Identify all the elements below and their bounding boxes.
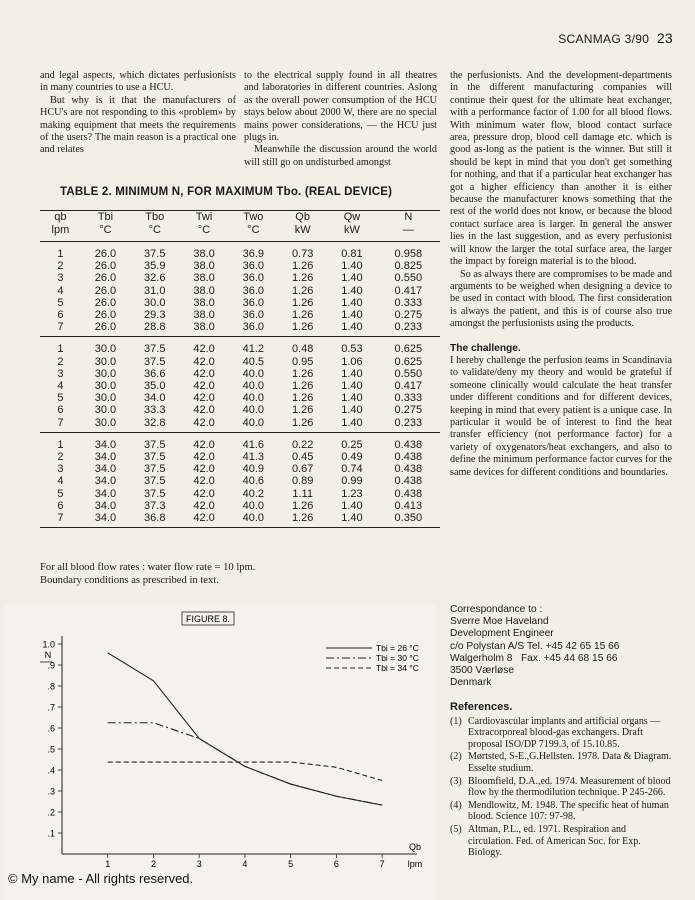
x-tick-label: 1 <box>105 859 111 869</box>
table-cell: 1.40 <box>341 260 363 273</box>
reference-text: Bloomfield, D.A.,ed. 1974. Measurement of blood flow by the thermodilution technique. P 245-266. <box>468 775 671 799</box>
col1-paragraph-1: and legal aspects, which dictates perfusionists in many countries to use a HCU. <box>40 70 236 94</box>
table-cell: 40.9 <box>242 463 265 476</box>
correspondence-line: 3500 Værløse <box>450 665 514 677</box>
table-cell: 42.0 <box>193 475 215 488</box>
column-3 <box>450 70 672 479</box>
table-cell: 1.40 <box>341 392 363 405</box>
table-cell: 1.06 <box>341 355 363 368</box>
col-header-7: N <box>404 211 413 223</box>
table-cell: 1.40 <box>341 380 363 393</box>
table-row <box>40 368 440 380</box>
table-cell: 34.0 <box>94 463 117 476</box>
x-tick-label: 6 <box>333 859 339 869</box>
table-cell: 0.89 <box>291 475 314 488</box>
table-cell: 38.0 <box>193 321 215 334</box>
table-cell: 34.0 <box>144 392 166 405</box>
table-cell: 0.67 <box>291 463 314 476</box>
legend-label-1: Tbi = 26 °C <box>376 643 419 653</box>
table-cell: 0.550 <box>394 272 423 285</box>
challenge-heading: The challenge. <box>450 342 521 354</box>
reference-item <box>450 824 672 859</box>
table-cell: 29.3 <box>144 309 166 322</box>
table-title: TABLE 2. MINIMUM N, FOR MAXIMUM Tbo. (REAL DEVICE) <box>60 186 393 198</box>
column-2 <box>244 70 437 169</box>
table-cell: 1 <box>40 337 81 356</box>
table-cell: 38.0 <box>193 284 215 297</box>
table-cell: 36.0 <box>242 309 265 322</box>
reference-item <box>450 776 672 799</box>
table-cell: 0.350 <box>377 512 440 528</box>
table-cell: 0.233 <box>394 321 423 334</box>
table-row <box>40 337 440 356</box>
table-cell: 32.6 <box>144 272 166 285</box>
table-cell: 1.40 <box>341 321 363 334</box>
table-cell: 42.0 <box>193 487 215 500</box>
col2-paragraph-1: to the electrical supply found in all theatres and laboratories in different countries. Aslong as the overall power consumption of the HCU stays below about 2000 W, there are no special mains power considerations, — the HCU just plugs in. <box>244 70 437 144</box>
table-cell: 26.0 <box>94 260 117 273</box>
table-cell: 1 <box>40 432 81 451</box>
table-note <box>40 561 255 587</box>
table-cell: 1.40 <box>341 272 363 285</box>
table-cell: 1.26 <box>291 321 314 334</box>
y-tick-label: .9 <box>47 660 55 671</box>
table-cell: 1.26 <box>291 260 314 273</box>
reference-number: (4) <box>450 799 462 811</box>
journal-name: SCANMAG 3/90 <box>558 32 650 46</box>
table-cell: 30.0 <box>94 404 117 417</box>
y-tick-label: .8 <box>47 681 55 692</box>
table-cell: 38.0 <box>193 260 215 273</box>
table-cell: 42.0 <box>193 451 215 464</box>
table-cell: 42.0 <box>193 463 215 476</box>
table-cell: 6 <box>57 499 64 512</box>
table-cell: 0.48 <box>278 337 327 356</box>
table-cell: 41.6 <box>229 432 278 451</box>
reference-text: Altman, P.L., ed. 1971. Respiration and circulation. Fed. of American Soc. for Exp. Biology. <box>468 823 641 859</box>
x-axis-label: Qb <box>408 842 422 852</box>
col3-paragraph-1: the perfusionists. And the development-departments in the different manufacturing companies will continue their quest for the ultimate heat exchanger, with a performance factor of 1.00 for all blood flows. With minimum water flow, blood contact surface area, pressure drop, blood cell damage etc. which is good as-long as the patient is the winner. But still it should be kept in mind that you don't get something for nothing, and that if a particular heat exchanger has got a higher efficiency than another it is either because the manufacturer knows something that the rest of the world does not know, or because the blood contact surface area is larger. In general the answer lies in the last suggestion, and as every perfusionist will know the larger the total surface area, the larger the impact by foreign material is to the blood. <box>450 70 672 268</box>
col3-paragraph-2: So as always there are compromises to be made and arguments to be weighed when designing a device to be used in contact with blood. The first consideration is always the patient, and this is of course also true amongst the perfusionists using the products. <box>450 268 672 330</box>
table-row <box>40 392 440 404</box>
figure-8-chart <box>0 604 440 900</box>
reference-text: Cardiovascular implants and artificial organs — Extracorporeal blood-gas exchangers. Draft proposal ISO/DP 7199.3, of 15.10.85. <box>468 715 661 750</box>
reference-number: (1) <box>450 715 462 727</box>
y-tick-label: .7 <box>47 702 55 713</box>
table-cell: 42.0 <box>179 512 228 528</box>
table-row <box>40 242 440 261</box>
table-cell: 42.0 <box>193 499 215 512</box>
table-cell: 30.0 <box>94 380 117 393</box>
table-row <box>40 260 440 272</box>
challenge-text: I hereby challenge the perfusion teams in Scandinavia to validate/deny my theory and would be grateful if someone clinically would calculate the heat transfer under different conditions and for different devices, keeping in mind that every patient is a unique case. In particular it would be of interest to find the heat transfer efficiency (not performance factor) for a variety of oxygenators/heat exchangers, and also to define the minimum performance factor curves for the same devices for different conditions and boundaries. <box>450 354 672 478</box>
table-cell: 40.0 <box>229 512 278 528</box>
table-cell: 38.0 <box>193 272 215 285</box>
table-row <box>40 432 440 451</box>
table-cell: 0.413 <box>394 499 423 512</box>
table-row <box>40 512 440 528</box>
table-cell: 1.26 <box>291 367 314 380</box>
table-cell: 0.95 <box>291 355 314 368</box>
table-cell: 38.0 <box>193 248 215 260</box>
table-cell: 31.0 <box>144 284 166 297</box>
table-row <box>40 463 440 475</box>
table-cell: 0.417 <box>394 380 423 393</box>
table-cell: 30.0 <box>94 416 117 429</box>
table-group-2 <box>40 337 440 432</box>
table-cell: 1.26 <box>291 296 314 309</box>
table-cell: 0.45 <box>291 451 314 464</box>
table-cell: 37.5 <box>130 337 179 356</box>
y-tick-label: 1.0 <box>42 639 55 650</box>
col-header-3: Twi <box>195 211 213 223</box>
table-cell: 26.0 <box>94 284 117 297</box>
table-cell: 38.0 <box>193 309 215 322</box>
table-cell: 1.23 <box>341 487 363 500</box>
table-group-1 <box>40 242 440 337</box>
table-cell: 1.26 <box>291 380 314 393</box>
reference-text: Mørtsted, S-E.,G.Hellsten. 1978. Data & Diagram. Esselte studium. <box>468 751 672 774</box>
table-cell: 42.0 <box>193 392 215 405</box>
references-list <box>450 716 672 859</box>
correspondence-line: Walgerholm 8 Fax. +45 44 68 15 66 <box>450 652 618 664</box>
y-tick-label: .2 <box>47 807 55 818</box>
table-cell: 34.0 <box>94 499 117 512</box>
table-cell: 1.40 <box>341 284 363 297</box>
table-cell: 42.0 <box>193 355 215 368</box>
table-units-row <box>40 224 440 242</box>
table-cell: 2 <box>57 451 64 464</box>
references <box>450 702 672 860</box>
col-header-5: Qb <box>295 211 310 223</box>
table-cell: 37.5 <box>144 355 166 368</box>
table-cell: 26.0 <box>94 296 117 309</box>
table-cell: 1.11 <box>292 487 313 500</box>
table-cell: 26.0 <box>94 321 117 334</box>
col1-paragraph-2: But why is it that the manufacturers of HCU's are not responding to this «problem» by making equipment that meets the requirements of the users? The main reason is a practical one and relates <box>40 94 236 156</box>
table-cell: 1.26 <box>291 284 314 297</box>
table-cell: 1.40 <box>341 499 363 512</box>
table-cell: 37.3 <box>144 499 166 512</box>
table-cell: 0.625 <box>377 337 440 356</box>
col-unit-6: kW <box>327 224 376 242</box>
table-cell: 1.40 <box>341 296 363 309</box>
table-cell: 1.26 <box>291 416 314 429</box>
col-header-6: Qw <box>343 211 361 223</box>
correspondence-heading: Correspondance to : <box>450 604 543 615</box>
table-row <box>40 297 440 309</box>
correspondence-line: Denmark <box>450 677 492 689</box>
table-cell: 1.40 <box>327 512 376 528</box>
col-unit-3: °C <box>179 224 228 242</box>
table-cell: 30.0 <box>81 337 130 356</box>
col-unit-7: — <box>377 224 440 242</box>
challenge-block <box>450 343 672 479</box>
table-cell: 1.26 <box>291 272 314 285</box>
x-tick-label: 7 <box>379 859 385 869</box>
table-cell: 42.0 <box>179 432 228 451</box>
table-row <box>40 380 440 392</box>
table-cell: 0.74 <box>341 463 363 476</box>
correspondence-line: Sverre Moe Haveland <box>450 616 549 628</box>
table-row <box>40 488 440 500</box>
col-unit-5: kW <box>278 224 327 242</box>
legend-label-2: Tbi = 30 °C <box>376 653 419 663</box>
table-row <box>40 356 440 368</box>
table-row <box>40 404 440 416</box>
table-row <box>40 309 440 321</box>
table-cell: 34.0 <box>94 475 117 488</box>
table-note-line-2: Boundary conditions as prescribed in text. <box>40 575 219 586</box>
col-header-2: Tbo <box>145 211 165 223</box>
table-cell: 0.22 <box>278 432 327 451</box>
table-row <box>40 321 440 337</box>
table-cell: 40.0 <box>242 367 265 380</box>
table-row <box>40 272 440 284</box>
table-cell: 34.0 <box>94 487 117 500</box>
table-cell: 37.5 <box>144 248 166 260</box>
table-row <box>40 417 440 433</box>
table-cell: 3 <box>57 463 64 476</box>
table-cell: 36.8 <box>130 512 179 528</box>
table-cell: 42.0 <box>193 367 215 380</box>
table-cell: 42.0 <box>179 337 228 356</box>
table-cell: 42.0 <box>193 404 215 417</box>
y-axis-label: N <box>44 650 52 660</box>
reference-number: (3) <box>450 775 462 787</box>
table-cell: 40.6 <box>242 475 265 488</box>
table-cell: 37.5 <box>144 487 166 500</box>
table-cell: 0.275 <box>394 404 423 417</box>
x-tick-label: 3 <box>196 859 202 869</box>
table-cell: 40.0 <box>242 404 265 417</box>
table-cell: 2 <box>57 260 64 273</box>
table-cell: 28.8 <box>144 321 166 334</box>
table-cell: 0.333 <box>394 392 423 405</box>
table-cell: 5 <box>57 487 64 500</box>
table-cell: 30.0 <box>94 355 117 368</box>
reference-number: (2) <box>450 751 462 763</box>
reference-text: Mendlowitz, M. 1948. The specific heat of human blood. Science 107: 97-98. <box>468 799 669 823</box>
table-cell: 1.40 <box>341 416 363 429</box>
table-cell: 0.438 <box>394 487 423 500</box>
table-cell: 1.26 <box>291 499 314 512</box>
table-cell: 4 <box>57 284 64 297</box>
table-cell: 0.99 <box>341 475 363 488</box>
x-tick-label: 4 <box>242 859 248 869</box>
col-header-1: Tbi <box>97 211 114 223</box>
table-cell: 34.0 <box>81 432 130 451</box>
table-cell: 0.53 <box>327 337 376 356</box>
reference-number: (5) <box>450 823 462 835</box>
y-tick-label: .5 <box>47 744 55 755</box>
table-cell: 0.438 <box>377 432 440 451</box>
table-cell: 36.0 <box>242 296 265 309</box>
references-heading: References. <box>450 701 513 713</box>
table-cell: 36.0 <box>242 284 265 297</box>
table-cell: 0.275 <box>394 309 423 322</box>
table-cell: 1.40 <box>341 404 363 417</box>
table-cell: 0.550 <box>394 367 423 380</box>
page-number: 23 <box>656 30 673 46</box>
table-cell: 0.25 <box>327 432 376 451</box>
table-cell: 7 <box>57 416 64 429</box>
table-cell: 40.0 <box>242 392 265 405</box>
table-cell: 26.0 <box>94 248 117 260</box>
y-tick-label: .1 <box>47 828 55 839</box>
table-cell: 1.26 <box>278 512 327 528</box>
table-cell: 3 <box>57 272 64 285</box>
table-cell: 37.5 <box>144 475 166 488</box>
col-unit-2: °C <box>130 224 179 242</box>
table-cell: 35.9 <box>144 260 166 273</box>
col-header-4: Two <box>243 211 264 223</box>
table-cell: 0.625 <box>394 355 423 368</box>
table-cell: 7 <box>57 321 64 334</box>
table-note-line-1: For all blood flow rates : water flow rate = 10 lpm. <box>40 562 256 573</box>
table-cell: 33.3 <box>144 404 166 417</box>
correspondence-line: c/o Polystan A/S Tel. +45 42 65 15 66 <box>450 640 620 652</box>
table-cell: 40.0 <box>242 416 265 429</box>
table-row <box>40 500 440 512</box>
x-tick-label: 2 <box>150 859 156 869</box>
table-cell: 1.40 <box>341 367 363 380</box>
table-cell: 40.0 <box>242 499 265 512</box>
table-cell: 1 <box>57 248 64 260</box>
table-cell: 3 <box>57 367 64 380</box>
table-cell: 30.0 <box>144 296 166 309</box>
y-tick-label: .4 <box>47 765 55 776</box>
table-cell: 0.333 <box>394 296 423 309</box>
col2-paragraph-2: Meanwhile the discussion around the world will still go on undisturbed amongst <box>244 144 437 168</box>
col-unit-4: °C <box>229 224 278 242</box>
table-cell: 40.5 <box>242 355 265 368</box>
correspondence-line: Development Engineer <box>450 628 554 640</box>
correspondence-lines <box>450 616 672 689</box>
y-tick-label: .6 <box>47 723 55 734</box>
reference-item <box>450 716 672 751</box>
table-row <box>40 475 440 487</box>
table-cell: 2 <box>57 355 64 368</box>
table-cell: 37.5 <box>130 432 179 451</box>
table-cell: 37.5 <box>144 451 166 464</box>
table-cell: 36.0 <box>242 272 265 285</box>
table-cell: 40.0 <box>242 380 265 393</box>
table-cell: 0.233 <box>394 416 423 429</box>
table-cell: 1.26 <box>291 309 314 322</box>
data-table <box>40 210 440 528</box>
table-cell: 1.40 <box>341 309 363 322</box>
table-cell: 38.0 <box>193 296 215 309</box>
table-cell: 0.49 <box>341 451 363 464</box>
table-cell: 34.0 <box>94 451 117 464</box>
table-cell: 6 <box>57 309 64 322</box>
table-cell: 34.0 <box>81 512 130 528</box>
table-group-3 <box>40 432 440 527</box>
table-cell: 42.0 <box>193 380 215 393</box>
table-cell: 41.3 <box>242 451 265 464</box>
reference-item <box>450 751 672 774</box>
table-cell: 0.81 <box>341 248 363 260</box>
table-row <box>40 451 440 463</box>
table-cell: 36.9 <box>242 248 265 260</box>
table-cell: 7 <box>40 512 81 528</box>
table-cell: 36.6 <box>144 367 166 380</box>
table-cell: 26.0 <box>94 272 117 285</box>
y-tick-label: .3 <box>47 786 55 797</box>
table-cell: 42.0 <box>193 416 215 429</box>
running-header <box>558 30 673 46</box>
table-cell: 37.5 <box>144 463 166 476</box>
table-cell: 0.958 <box>394 248 423 260</box>
table-cell: 1.26 <box>291 404 314 417</box>
table-cell: 36.0 <box>242 321 265 334</box>
table-cell: 40.2 <box>242 487 265 500</box>
table-cell: 30.0 <box>94 392 117 405</box>
table-cell: 6 <box>57 404 64 417</box>
table-cell: 5 <box>57 392 64 405</box>
table-cell: 35.0 <box>144 380 166 393</box>
reference-item <box>450 800 672 823</box>
col-header-0: qb <box>54 211 67 223</box>
table-header-row <box>40 211 440 225</box>
col-unit-0: lpm <box>40 224 81 242</box>
figure-label: FIGURE 8. <box>185 614 231 624</box>
column-1 <box>40 70 236 157</box>
table-cell: 0.825 <box>394 260 423 273</box>
watermark: © My name - All rights reserved. <box>8 871 194 886</box>
table-cell: 0.438 <box>394 451 423 464</box>
table-cell: 0.438 <box>394 475 423 488</box>
table-cell: 30.0 <box>94 367 117 380</box>
table-cell: 4 <box>57 475 64 488</box>
table-cell: 26.0 <box>94 309 117 322</box>
table-cell: 0.73 <box>291 248 314 260</box>
legend-label-3: Tbi = 34 °C <box>376 663 419 673</box>
table-row <box>40 285 440 297</box>
table-cell: 41.2 <box>229 337 278 356</box>
table-cell: 0.438 <box>394 463 423 476</box>
table-cell: 0.417 <box>394 284 423 297</box>
table-cell: 32.8 <box>144 416 166 429</box>
correspondence <box>450 604 672 689</box>
table-cell: 4 <box>57 380 64 393</box>
x-tick-label: 5 <box>288 859 294 869</box>
table-cell: 5 <box>57 296 64 309</box>
table-cell: 36.0 <box>242 260 265 273</box>
x-axis-unit: lpm <box>407 859 423 869</box>
col-unit-1: °C <box>81 224 130 242</box>
table-cell: 1.26 <box>291 392 314 405</box>
